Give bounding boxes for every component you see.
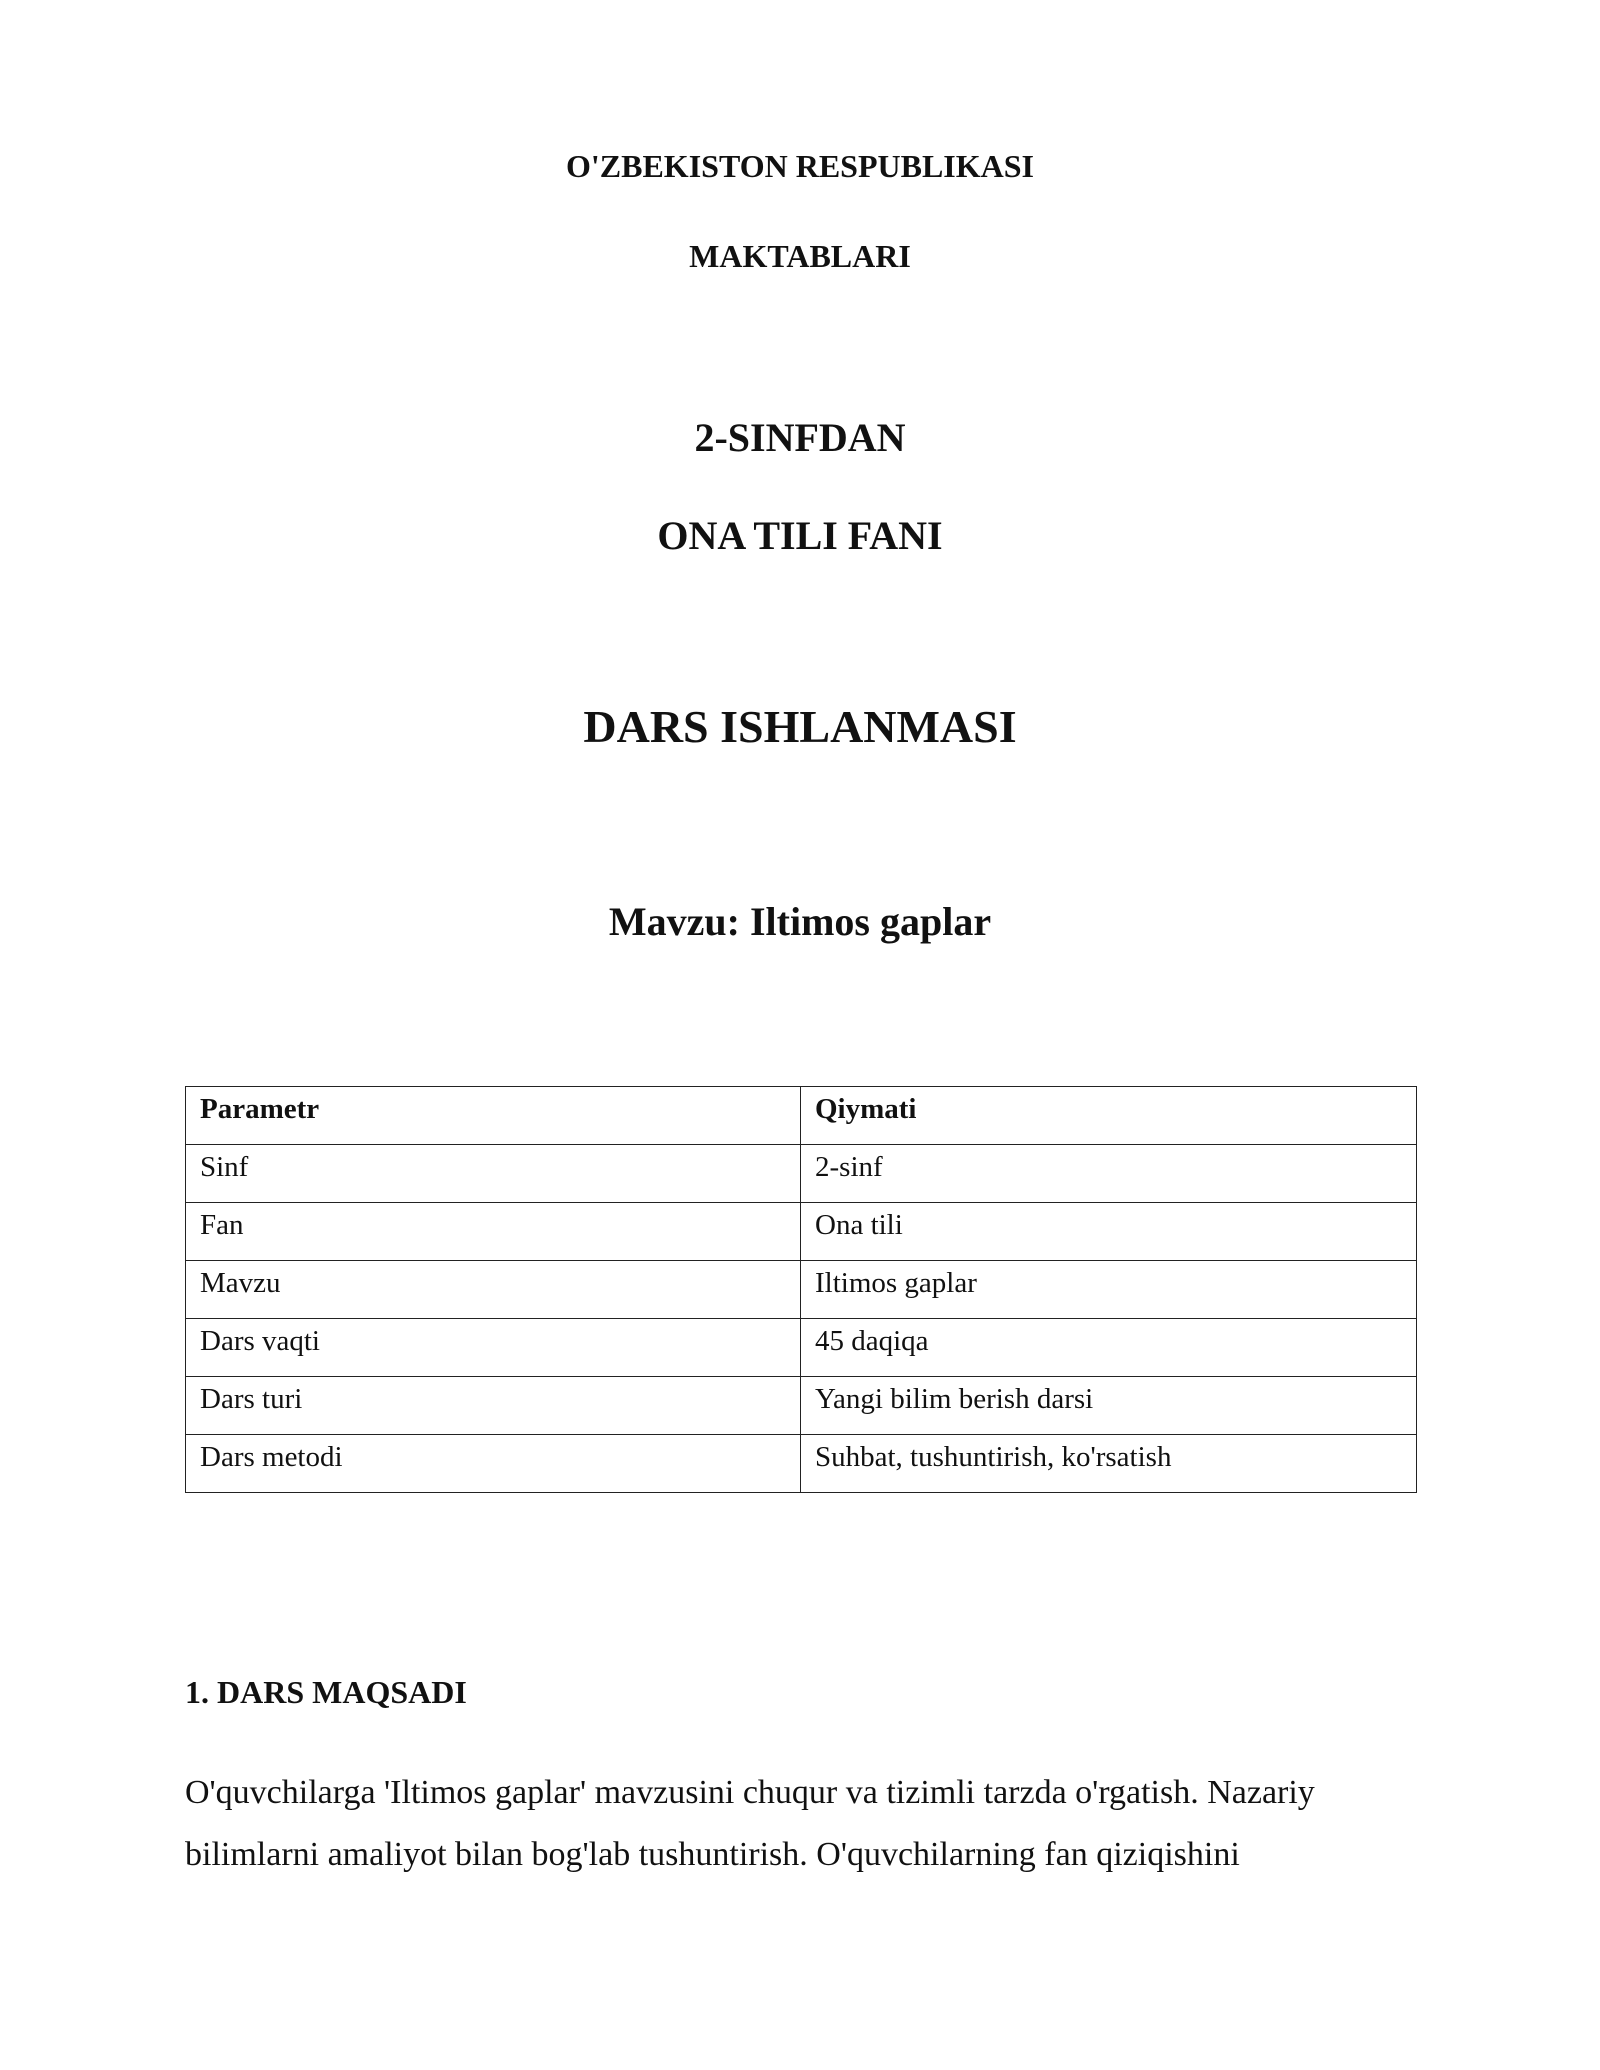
table-row (186, 1377, 1417, 1435)
header-country: O'ZBEKISTON RESPUBLIKASI (565, 148, 1034, 184)
table-header-parameter: Parametr (186, 1087, 801, 1145)
section-heading-lesson-goal: 1. DARS MAQSADI (185, 1674, 467, 1710)
table-cell-parameter: Mavzu (186, 1261, 801, 1319)
table-cell-parameter: Dars turi (186, 1377, 801, 1435)
table-cell-value: 2-sinf (801, 1145, 1417, 1203)
header-schools: MAKTABLARI (689, 238, 911, 274)
table-cell-parameter: Dars metodi (186, 1435, 801, 1493)
table-row (186, 1319, 1417, 1377)
lesson-topic: Mavzu: Iltimos gaplar (608, 899, 992, 944)
table-cell-parameter: Dars vaqti (186, 1319, 801, 1377)
table-cell-value: Suhbat, tushuntirish, ko'rsatish (801, 1435, 1417, 1493)
table-row (186, 1145, 1417, 1203)
table-cell-value: Ona tili (801, 1203, 1417, 1261)
table-header-value: Qiymati (801, 1087, 1417, 1145)
document-title: DARS ISHLANMASI (583, 701, 1017, 752)
table-row (186, 1203, 1417, 1261)
lesson-parameters-table (185, 1086, 1417, 1493)
header-grade: 2-SINFDAN (694, 415, 906, 460)
table-cell-value: Iltimos gaplar (801, 1261, 1417, 1319)
table-row (186, 1261, 1417, 1319)
paragraph-line: O'quvchilarga 'Iltimos gaplar' mavzusini chuqur va tizimli tarzda o'rgatish. Nazariy (185, 1774, 1315, 1811)
table-header-row (186, 1087, 1417, 1145)
table-cell-parameter: Fan (186, 1203, 801, 1261)
paragraph-line: bilimlarni amaliyot bilan bog'lab tushuntirish. O'quvchilarning fan qiziqishini (185, 1836, 1240, 1873)
header-subject: ONA TILI FANI (657, 513, 943, 558)
table-cell-value: Yangi bilim berish darsi (801, 1377, 1417, 1435)
lesson-goal-paragraph (185, 1762, 1425, 1886)
table-cell-value: 45 daqiqa (801, 1319, 1417, 1377)
table-cell-parameter: Sinf (186, 1145, 801, 1203)
table-row (186, 1435, 1417, 1493)
